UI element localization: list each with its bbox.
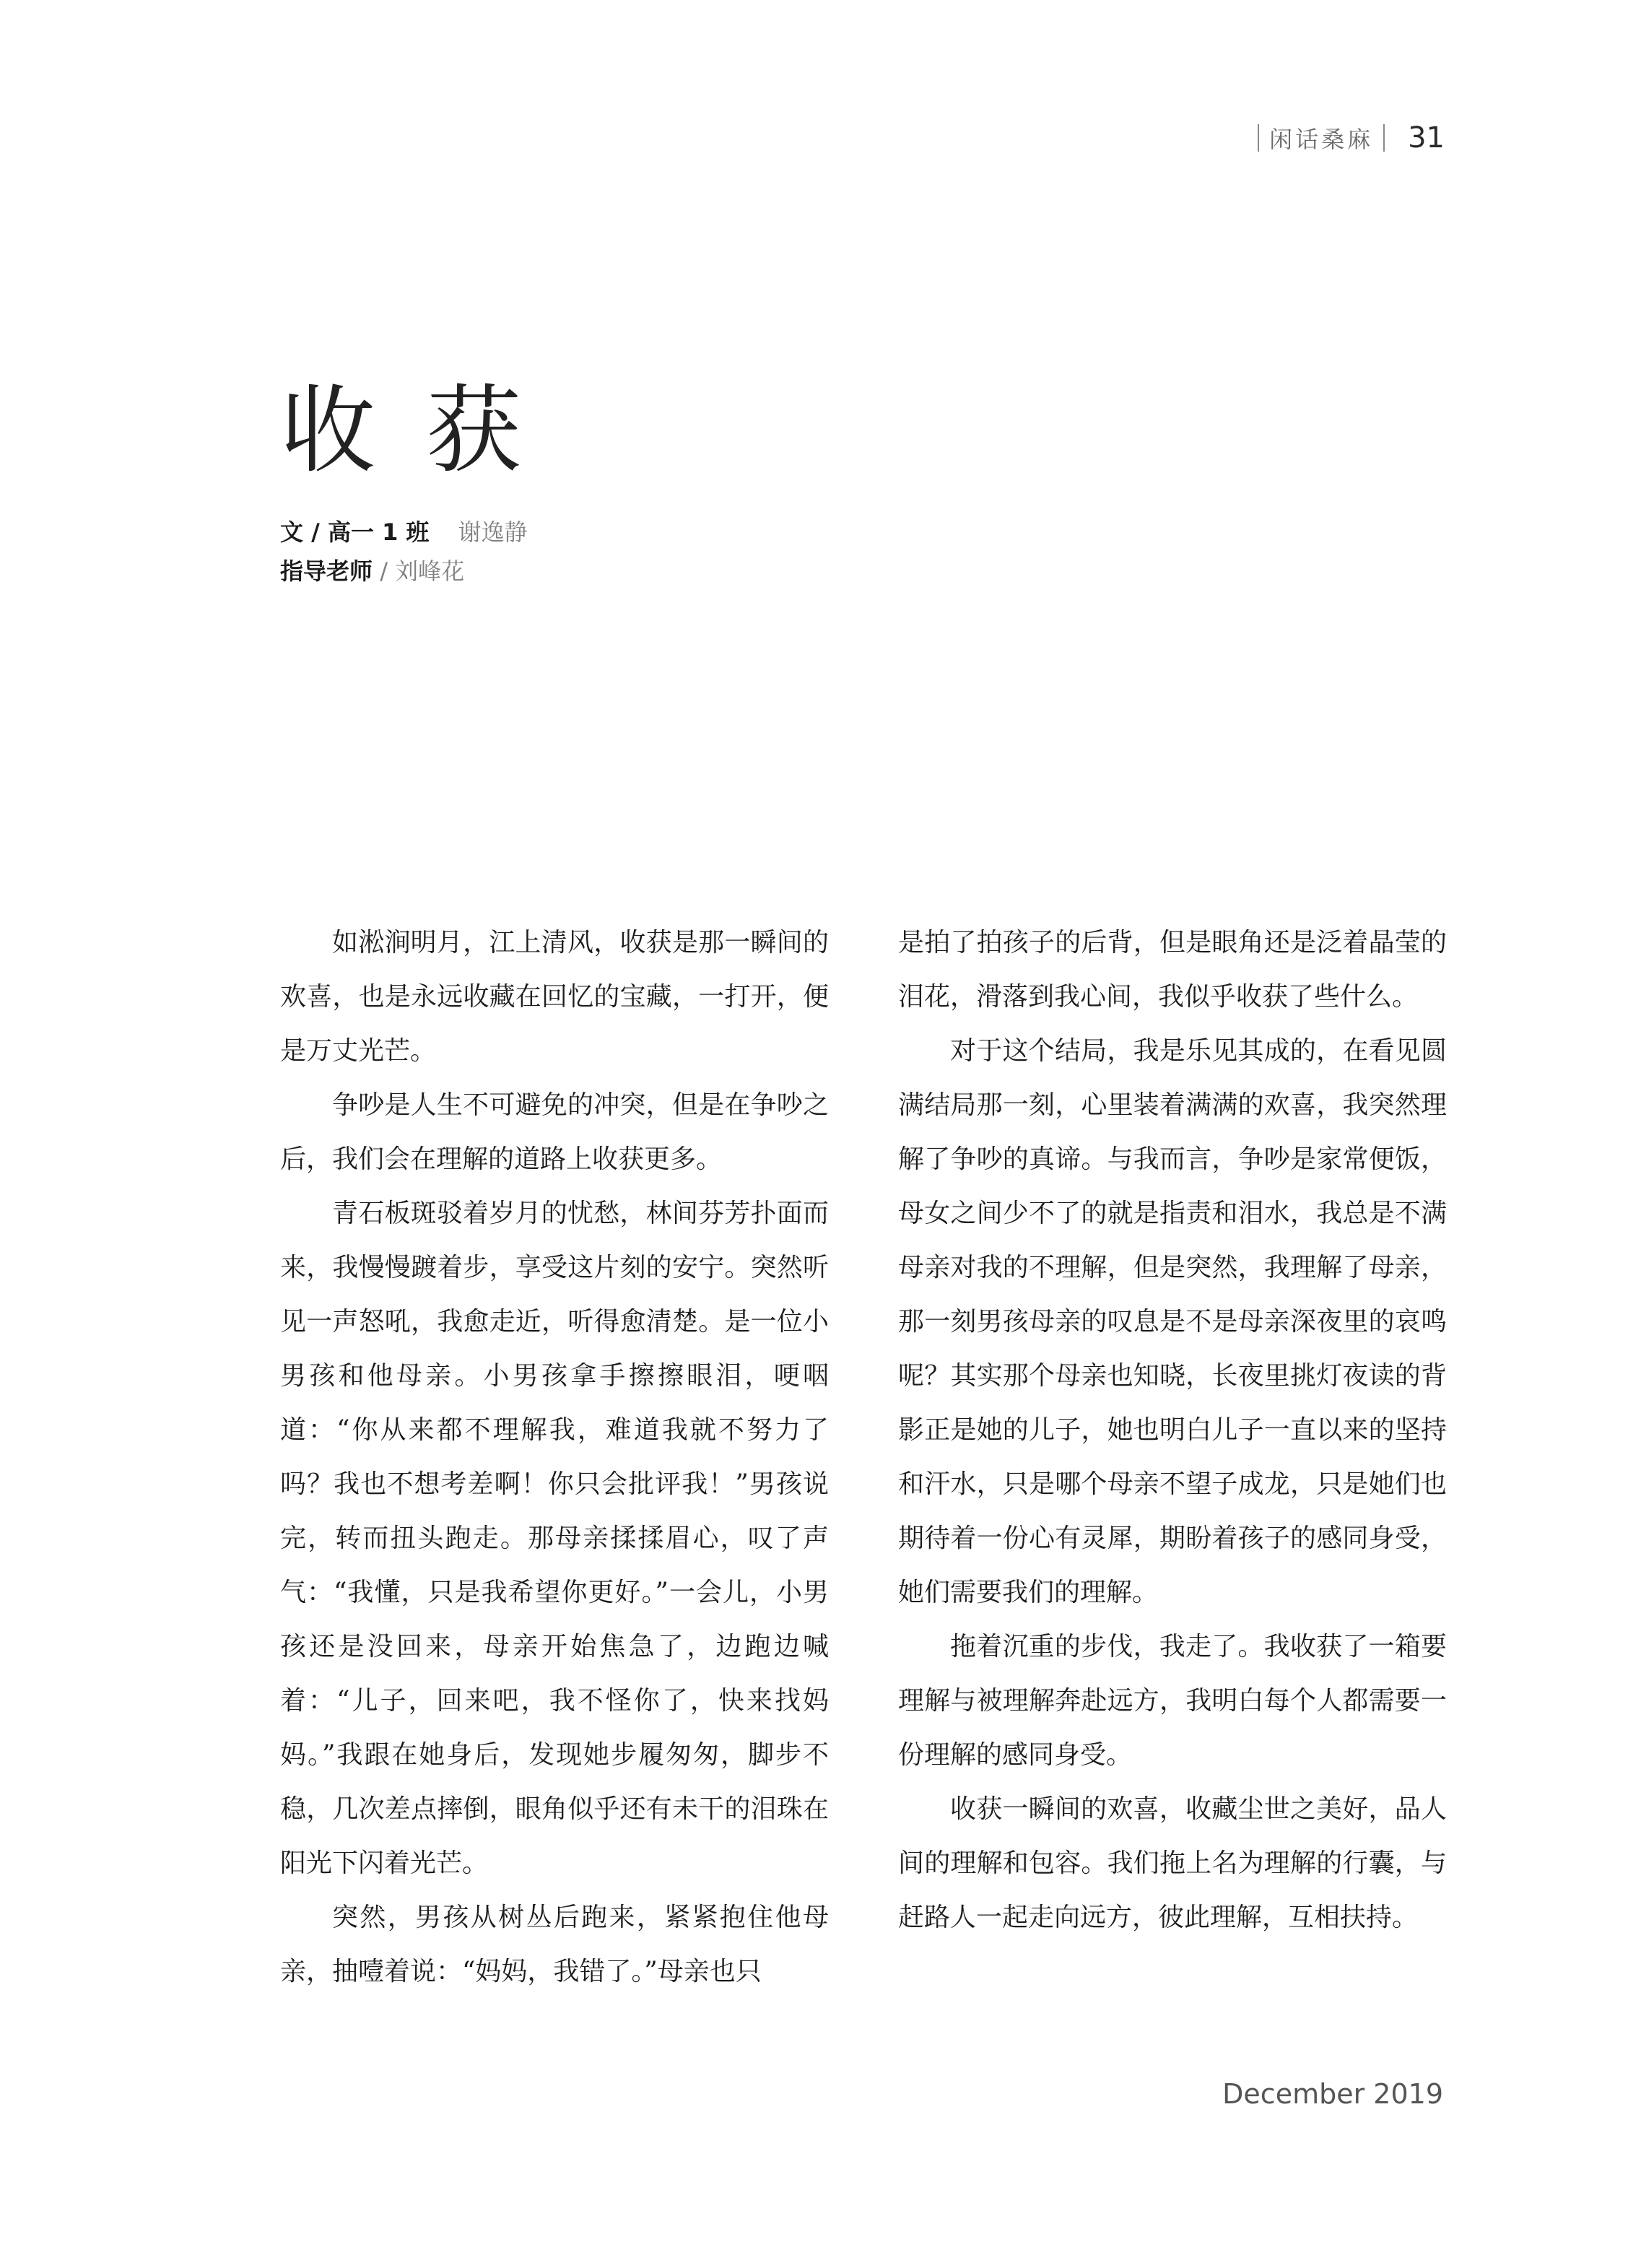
teacher-line	[280, 552, 528, 591]
right-column	[898, 916, 1447, 1945]
paragraph: 突然，男孩从树丛后跑来，紧紧抱住他母亲，抽噎着说：“妈妈，我错了。”母亲也只	[280, 1903, 829, 1986]
issue-date: December 2019	[1222, 2078, 1443, 2110]
author-label: 文 / 高一 1 班	[280, 518, 430, 546]
paragraph: 收获一瞬间的欢喜，收藏尘世之美好，品人间的理解和包容。我们拖上名为理解的行囊，与赶路人一起走向远方，彼此理解，互相扶持。	[898, 1794, 1447, 1932]
author-name: 谢逸静	[458, 518, 528, 546]
running-header	[1248, 121, 1445, 155]
article-title: 收获	[280, 375, 572, 487]
teacher-label: 指导老师	[280, 557, 373, 585]
section-name: 闲话桑麻	[1269, 126, 1374, 153]
divider-bar-right	[1383, 124, 1385, 152]
paragraph: 争吵是人生不可避免的冲突，但是在争吵之后，我们会在理解的道路上收获更多。	[280, 1090, 829, 1174]
left-column	[280, 916, 829, 1999]
divider-bar-left	[1258, 124, 1259, 152]
paragraph: 对于这个结局，我是乐见其成的，在看见圆满结局那一刻，心里装着满满的欢喜，我突然理解了争吵的真谛。与我而言，争吵是家常便饭，母女之间少不了的就是指责和泪水，我总是不满母亲对我的不理解，但是突然，我理解了母亲，那一刻男孩母亲的叹息是不是母亲深夜里的哀鸣呢？其实那个母亲也知晓，长夜里挑灯夜读的背影正是她的儿子，她也明白儿子一直以来的坚持和汗水，只是哪个母亲不望子成龙，只是她们也期待着一份心有灵犀，期盼着孩子的感同身受，她们需要我们的理解。	[898, 1036, 1447, 1607]
paragraph: 青石板斑驳着岁月的忧愁，林间芬芳扑面而来，我慢慢踱着步，享受这片刻的安宁。突然听见一声怒吼，我愈走近，听得愈清楚。是一位小男孩和他母亲。小男孩拿手擦擦眼泪，哽咽道：“你从来都不理解我，难道我就不努力了吗？我也不想考差啊！你只会批评我！”男孩说完，转而扭头跑走。那母亲揉揉眉心，叹了声气：“我懂，只是我希望你更好。”一会儿，小男孩还是没回来，母亲开始焦急了，边跑边喊着：“儿子，回来吧，我不怪你了，快来找妈妈。”我跟在她身后，发现她步履匆匆，脚步不稳，几次差点摔倒，眼角似乎还有未干的泪珠在阳光下闪着光芒。	[280, 1199, 829, 1878]
page-number: 31	[1408, 121, 1445, 155]
paragraph: 拖着沉重的步伐，我走了。我收获了一箱要理解与被理解奔赴远方，我明白每个人都需要一份理解的感同身受。	[898, 1632, 1447, 1770]
teacher-name: / 刘峰花	[380, 557, 465, 585]
byline	[280, 513, 528, 591]
paragraph: 如淞涧明月，江上清风，收获是那一瞬间的欢喜，也是永远收藏在回忆的宝藏，一打开，便是万丈光芒。	[280, 928, 829, 1066]
paragraph-continued: 是拍了拍孩子的后背，但是眼角还是泛着晶莹的泪花，滑落到我心间，我似乎收获了些什么。	[898, 928, 1447, 1012]
author-line	[280, 513, 528, 552]
